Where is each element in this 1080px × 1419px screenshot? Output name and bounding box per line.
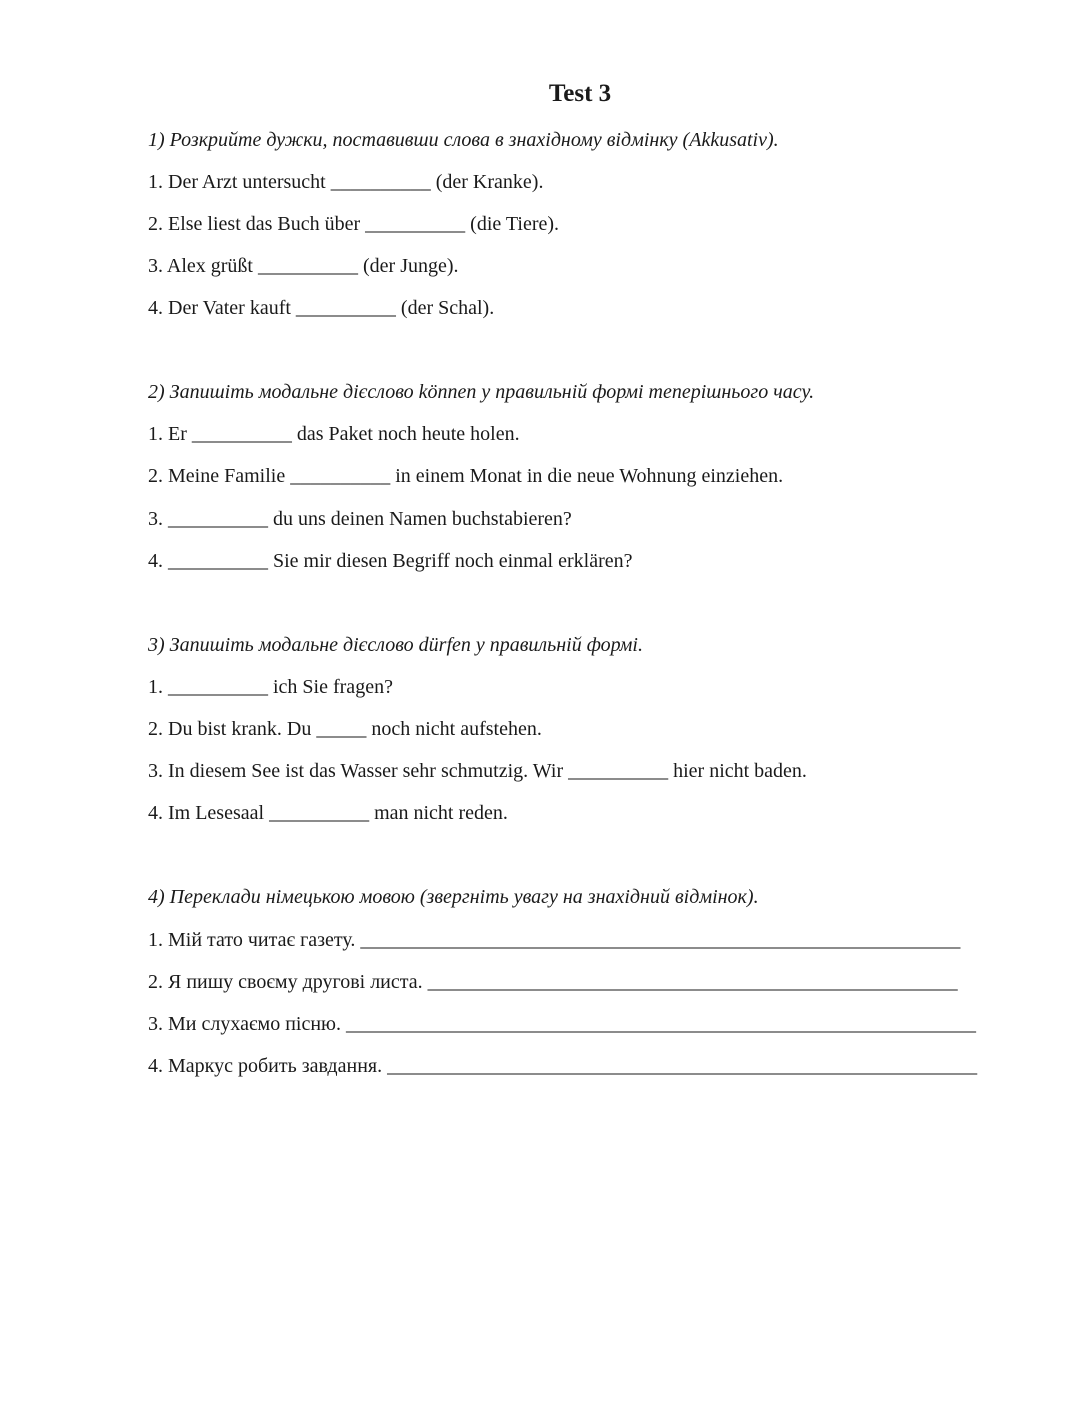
section-3-item-1: 1. __________ ich Sie fragen? bbox=[148, 676, 393, 698]
section-4-item-4: 4. Маркус робить завдання. ___________________________________________________________ bbox=[148, 1055, 978, 1077]
section-2-item-1: 1. Er __________ das Paket noch heute holen. bbox=[148, 423, 520, 445]
section-3-item-3: 3. In diesem See ist das Wasser sehr schmutzig. Wir __________ hier nicht baden. bbox=[148, 760, 807, 782]
section-3-heading: 3) Запишіть модальне дієслово dürfen у правильній формі. bbox=[148, 634, 643, 656]
section-2-item-3: 3. __________ du uns deinen Namen buchstabieren? bbox=[148, 508, 572, 530]
section-4-item-2: 2. Я пишу своєму другові листа. _____________________________________________________ bbox=[148, 971, 958, 993]
section-1-item-3: 3. Alex grüßt __________ (der Junge). bbox=[148, 255, 459, 277]
section-2-item-4: 4. __________ Sie mir diesen Begriff noch einmal erklären? bbox=[148, 550, 633, 572]
section-4-item-3: 3. Ми слухаємо пісню. _______________________________________________________________ bbox=[148, 1013, 976, 1035]
section-1-item-4: 4. Der Vater kauft __________ (der Schal). bbox=[148, 297, 495, 319]
section-2-item-2: 2. Meine Familie __________ in einem Monat in die neue Wohnung einziehen. bbox=[148, 465, 784, 487]
section-1-item-2: 2. Else liest das Buch über __________ (die Tiere). bbox=[148, 213, 560, 235]
section-1-heading: 1) Розкрийте дужки, поставивши слова в знахідному відмінку (Akkusativ). bbox=[148, 129, 779, 151]
section-4-heading: 4) Переклади німецькою мовою (звергніть увагу на знахідний відмінок). bbox=[148, 886, 759, 908]
section-2-heading: 2) Запишіть модальне дієслово können у правильній формі теперішнього часу. bbox=[148, 381, 815, 403]
section-4-item-1: 1. Мій тато читає газету. ____________________________________________________________ bbox=[148, 929, 961, 951]
page-title: Test 3 bbox=[548, 80, 612, 107]
section-1-item-1: 1. Der Arzt untersucht __________ (der Kranke). bbox=[148, 171, 544, 193]
section-3-item-4: 4. Im Lesesaal __________ man nicht reden. bbox=[148, 802, 508, 824]
section-3-item-2: 2. Du bist krank. Du _____ noch nicht aufstehen. bbox=[148, 718, 542, 740]
